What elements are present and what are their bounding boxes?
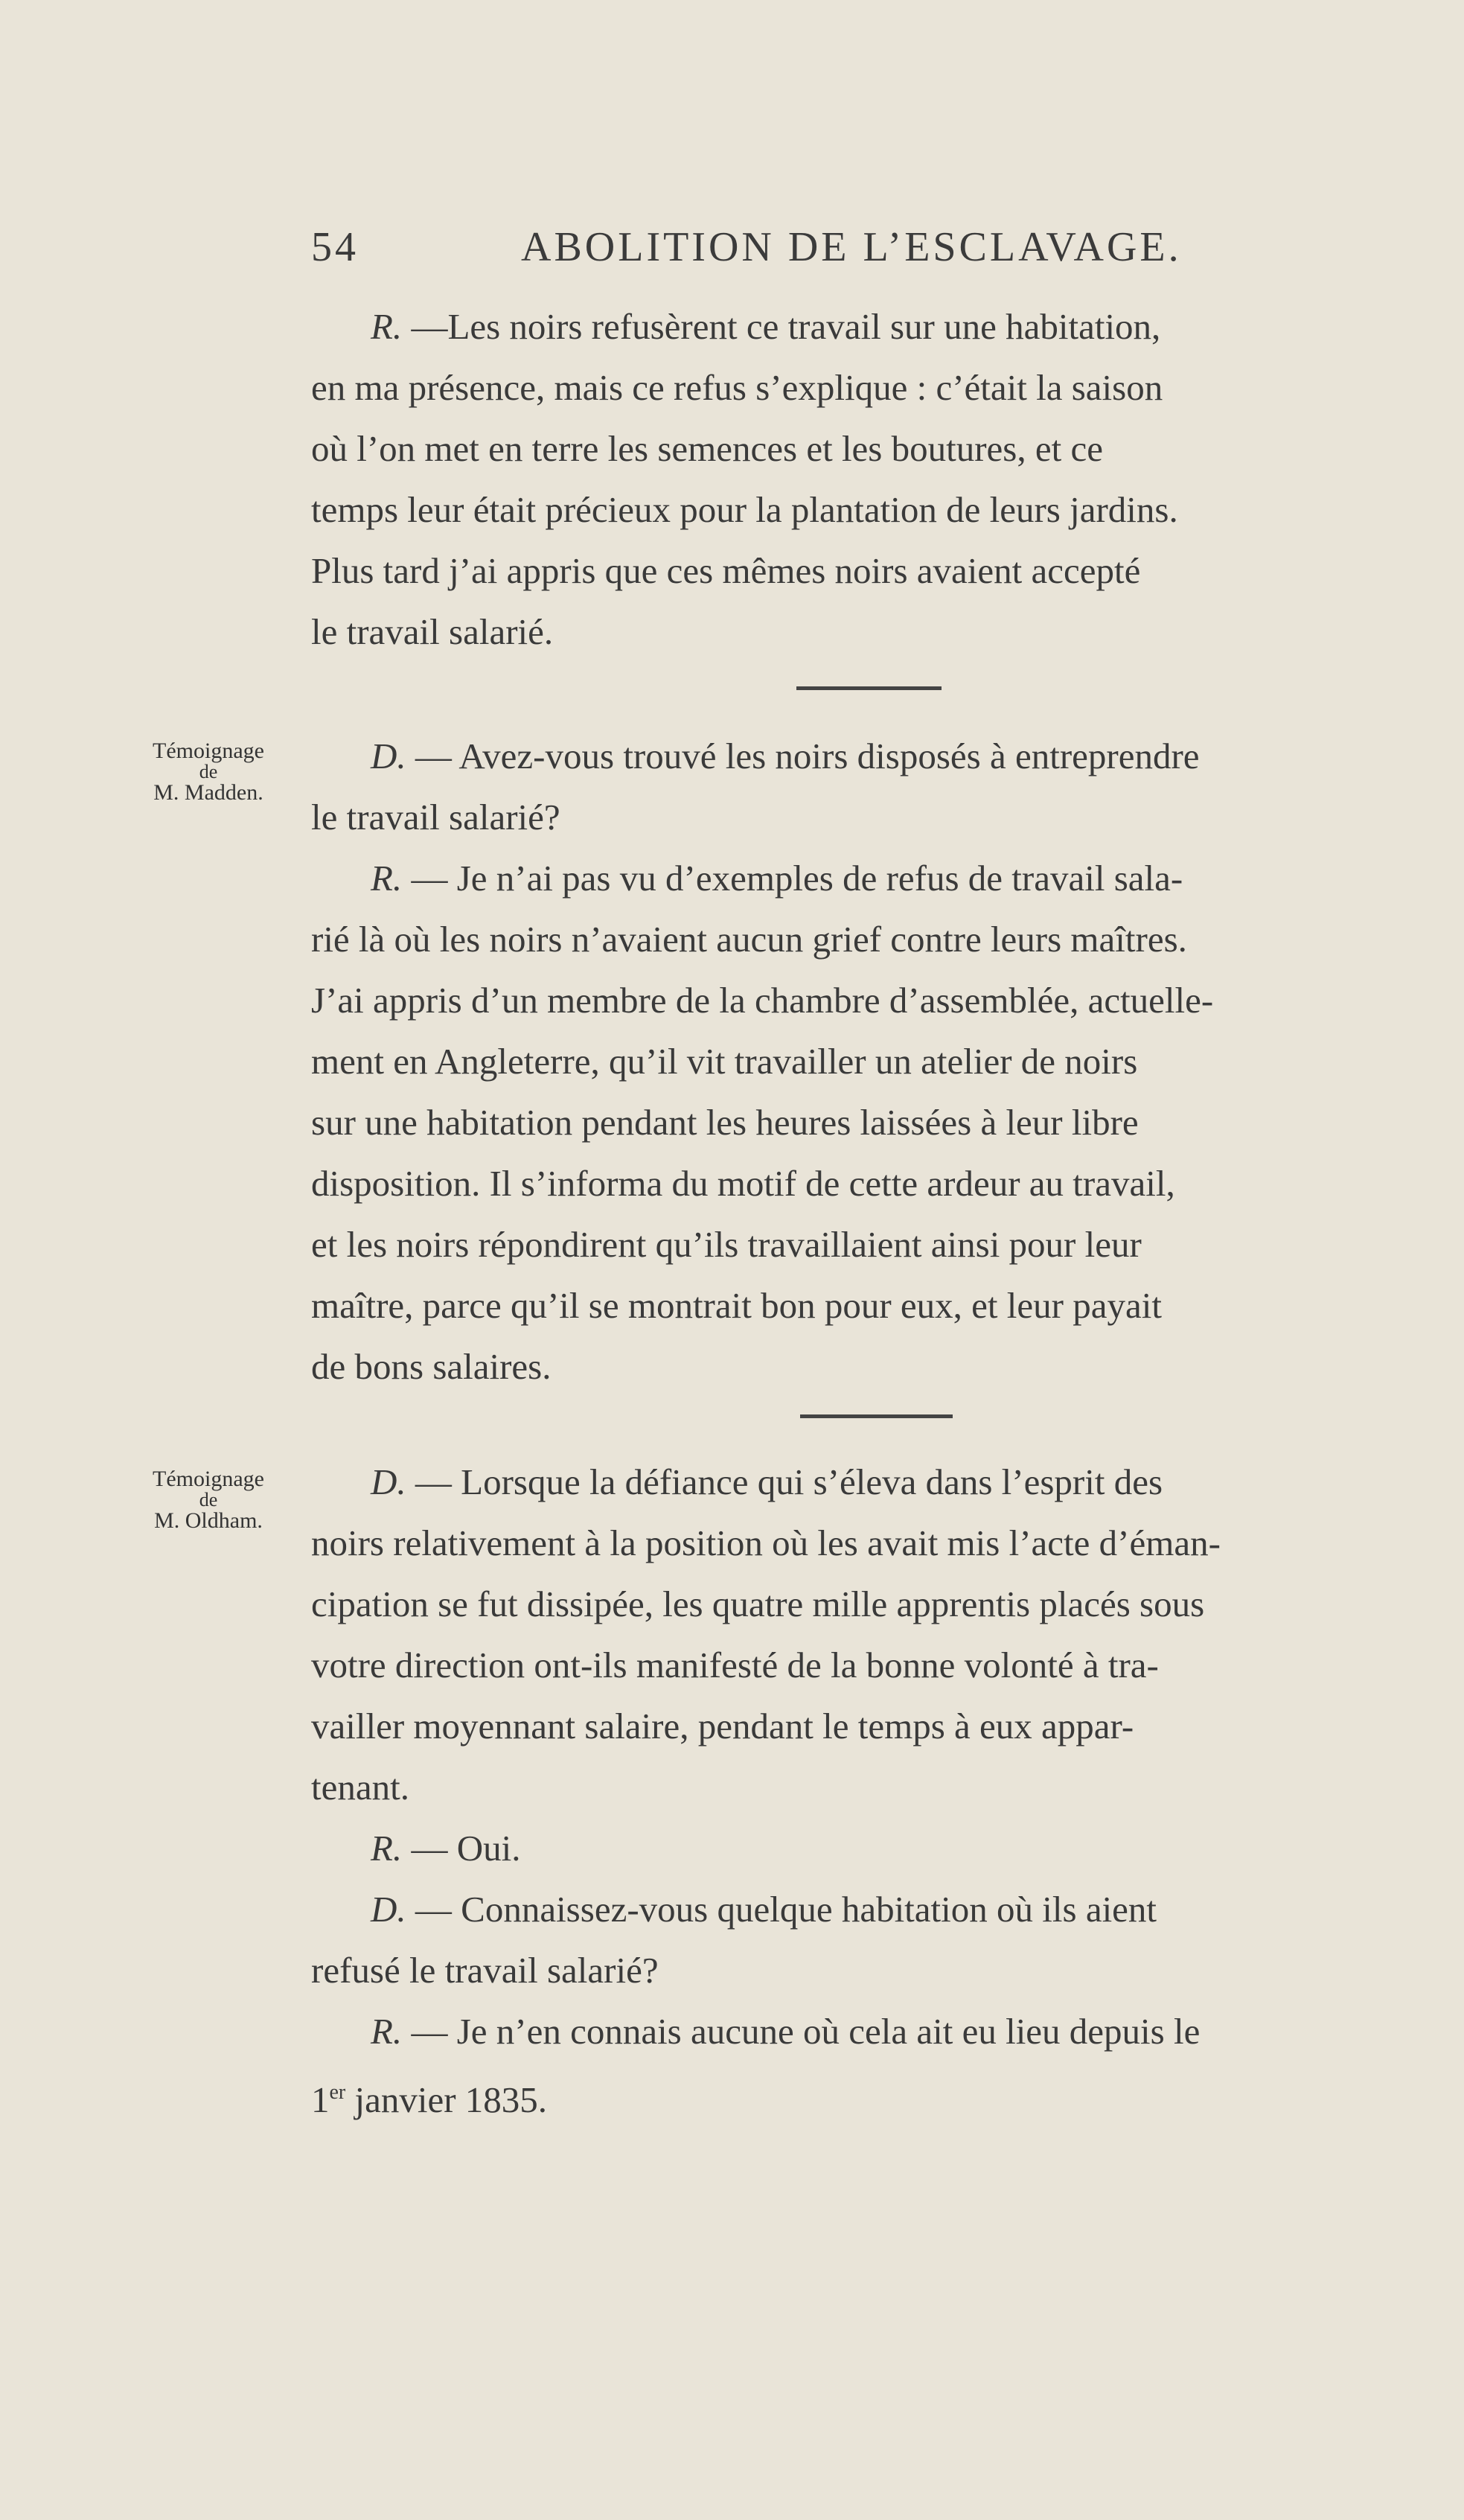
question-label: D. <box>371 736 406 776</box>
section-1 <box>311 296 1428 663</box>
superscript: er <box>329 2081 346 2104</box>
section-3 <box>311 1452 1428 2131</box>
running-title: ABOLITION DE L’ESCLAVAGE. <box>521 224 1182 270</box>
paragraph-line: R. — Je n’ai pas vu d’exemples de refus de travail sala- <box>371 858 1183 899</box>
response-label: R. <box>371 1828 403 1869</box>
paragraph-line: tenant. <box>311 1767 409 1808</box>
response-label: R. <box>371 306 403 347</box>
margin-note-oldham: Témoignage de M. Oldham. <box>153 1467 264 1533</box>
paragraph-line: D. — Lorsque la défiance qui s’éleva dans l’esprit des <box>371 1461 1163 1502</box>
paragraph-line: noirs relativement à la position où les avait mis l’acte d’éman- <box>311 1522 1221 1563</box>
section-divider <box>800 1414 953 1418</box>
paragraph-line: votre direction ont-ils manifesté de la bonne volonté à tra- <box>311 1645 1159 1685</box>
paragraph-line: en ma présence, mais ce refus s’explique : c’était la saison <box>311 367 1163 408</box>
paragraph-line: vailler moyennant salaire, pendant le temps à eux appar- <box>311 1706 1134 1747</box>
section-divider <box>796 686 942 690</box>
section-2 <box>311 726 1428 1397</box>
paragraph-line: rié là où les noirs n’avaient aucun grief contre leurs maîtres. <box>311 919 1187 960</box>
paragraph-line: le travail salarié? <box>311 797 560 838</box>
margin-note-madden: Témoignage de M. Madden. <box>153 739 264 805</box>
paragraph-line: R. — Je n’en connais aucune où cela ait eu lieu depuis le <box>371 2011 1201 2052</box>
paragraph-line: R. — Oui. <box>371 1828 521 1869</box>
question-label: D. <box>371 1461 406 1502</box>
response-label: R. <box>371 2011 403 2052</box>
page-number: 54 <box>311 224 359 270</box>
paragraph-line: D. — Avez-vous trouvé les noirs disposés à entreprendre <box>371 736 1200 776</box>
paragraph-line: R. —Les noirs refusèrent ce travail sur une habitation, <box>371 306 1161 347</box>
paragraph-line: cipation se fut dissipée, les quatre mille apprentis placés sous <box>311 1583 1205 1624</box>
paragraph-line: Plus tard j’ai appris que ces mêmes noirs avaient accepté <box>311 550 1141 591</box>
paragraph-line: disposition. Il s’informa du motif de cette ardeur au travail, <box>311 1163 1175 1204</box>
paragraph-line: 1er janvier 1835. <box>311 2079 548 2120</box>
paragraph-line: où l’on met en terre les semences et les boutures, et ce <box>311 428 1103 469</box>
question-label: D. <box>371 1889 406 1930</box>
paragraph-line: J’ai appris d’un membre de la chambre d’assemblée, actuelle- <box>311 980 1214 1021</box>
paragraph-line: et les noirs répondirent qu’ils travaillaient ainsi pour leur <box>311 1224 1142 1265</box>
paragraph-line: refusé le travail salarié? <box>311 1950 659 1991</box>
paragraph-line: temps leur était précieux pour la plantation de leurs jardins. <box>311 489 1178 530</box>
response-label: R. <box>371 858 403 899</box>
paragraph-line: D. — Connaissez-vous quelque habitation où ils aient <box>371 1889 1157 1930</box>
paragraph-line: de bons salaires. <box>311 1346 552 1387</box>
paragraph-line: sur une habitation pendant les heures laissées à leur libre <box>311 1102 1139 1143</box>
paragraph-line: maître, parce qu’il se montrait bon pour eux, et leur payait <box>311 1285 1162 1326</box>
paragraph-line: le travail salarié. <box>311 611 554 652</box>
paragraph-line: ment en Angleterre, qu’il vit travailler un atelier de noirs <box>311 1041 1138 1082</box>
